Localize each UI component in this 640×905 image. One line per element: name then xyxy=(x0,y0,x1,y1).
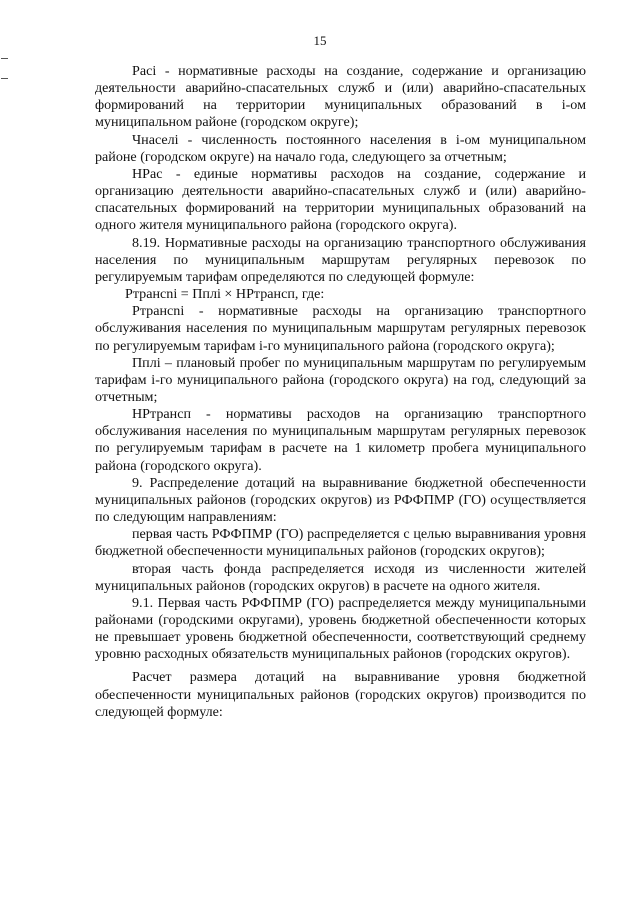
paragraph: Пплі – плановый пробег по муниципальным маршрутам по регулируемым тарифам і-го муниципального района (городского округа) на год, следующий за отчетным; xyxy=(95,354,586,405)
document-body xyxy=(95,63,586,721)
paragraph: вторая часть фонда распределяется исходя из численности жителей муниципальных районов (городских округов) в расчете на одного жителя. xyxy=(95,560,586,594)
margin-mark xyxy=(1,78,8,79)
paragraph: Ртрансnі - нормативные расходы на организацию транспортного обслуживания населения по муниципальным маршрутам регулярных перевозок по регулируемым тарифам і-го муниципального района (городского округа); xyxy=(95,303,586,354)
paragraph: Расчет размера дотаций на выравнивание уровня бюджетной обеспеченности муниципальных районов (городских округов) производится по следующей формуле: xyxy=(95,669,586,720)
paragraph: НРтрансп - нормативы расходов на организацию транспортного обслуживания населения по муниципальным маршрутам регулярных перевозок по регулируемым тарифам в расчете на 1 километр пробега муниципального района (городского округа). xyxy=(95,406,586,474)
paragraph: первая часть РФФПМР (ГО) распределяется с целью выравнивания уровня бюджетной обеспеченности муниципальных районов (городских округов); xyxy=(95,526,586,560)
paragraph: Чнаселі - численность постоянного населения в і-ом муниципальном районе (городском округе) на начало года, следующего за отчетным; xyxy=(95,131,586,165)
formula: Ртрансnі = Пплі × НРтрансп, где: xyxy=(125,286,325,303)
paragraph: 9. Распределение дотаций на выравнивание бюджетной обеспеченности муниципальных районов (городских округов) из РФФПМР (ГО) осуществляется по следующим направлениям: xyxy=(95,474,586,526)
paragraph: НРас - единые нормативы расходов на создание, содержание и организацию деятельности аварийно-спасательных служб и (или) аварийно-спасательных формирований на территории муниципальных образований на одного жителя муниципального района (городского округа). xyxy=(95,165,586,234)
margin-mark xyxy=(1,58,8,59)
paragraph: Pacі - нормативные расходы на создание, содержание и организацию деятельности аварийно-спасательных служб и (или) аварийно-спасательных формирований на территории муниципальных образований в і-ом муниципальном районе (городском округе); xyxy=(95,63,586,131)
paragraph: 8.19. Нормативные расходы на организацию транспортного обслуживания населения по муниципальным маршрутам регулярных перевозок по регулируемым тарифам определяются по следующей формуле: xyxy=(95,234,586,285)
page-number: 15 xyxy=(313,33,327,48)
paragraph: 9.1. Первая часть РФФПМР (ГО) распределяется между муниципальными районами (городскими округами), уровень бюджетной обеспеченности которых не превышает уровень бюджетной обеспеченности, соответствующий среднему уровню расходных обязательств муниципальных районов (городских округов). xyxy=(95,594,586,663)
